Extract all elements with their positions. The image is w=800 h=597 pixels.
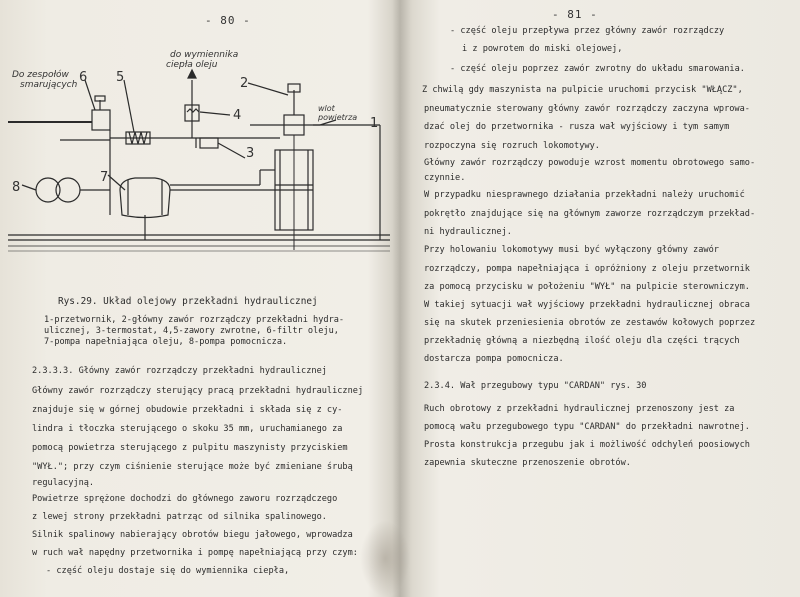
label-zespolow-2: smarujących (20, 80, 78, 90)
left-page (0, 0, 396, 597)
body-line: Główny zawór rozrządczy powoduje wzrost momentu obrotowego samo- (424, 158, 756, 168)
body-line: Powietrze sprężone dochodzi do głównego zaworu rozrządczego (32, 494, 338, 504)
body-line: - część oleju poprzez zawór zwrotny do układu smarowania. (450, 64, 745, 74)
right-page (402, 0, 800, 597)
body-line: W przypadku niesprawnego działania przekładni należy uruchomić (424, 190, 745, 200)
legend-line: 1-przetwornik, 2-główny zawór rozrządczy przekładni hydra- (44, 315, 345, 325)
legend-line: ulicznej, 3-termostat, 4,5-zawory zwrotne, 6-filtr oleju, (44, 326, 339, 336)
body-line: rozpoczyna się rozruch lokomotywy. (424, 141, 600, 151)
body-line: pneumatycznie sterowany główny zawór rozrządczy zaczyna wprowa- (424, 104, 750, 114)
body-line: znajduje się w górnej obudowie przekładni i składa się z cy- (32, 405, 343, 415)
section-line: pomocą wału przegubowego typu "CARDAN" do przekładni nawrotnej. (424, 422, 750, 432)
section-line: Ruch obrotowy z przekładni hydraulicznej przenoszony jest za (424, 404, 735, 414)
diagram-number-2: 2 (240, 76, 249, 91)
body-line: Silnik spalinowy nabierający obrotów biegu jałowego, wprowadza (32, 530, 353, 540)
section-heading-left: 2.3.3.3. Główny zawór rozrządczy przekładni hydraulicznej (32, 366, 327, 376)
diagram-number-6: 6 (79, 70, 88, 85)
body-line: "WYŁ."; przy czym ciśnienie sterujące może być zmieniane śrubą (32, 462, 353, 472)
figure-caption: Rys.29. Układ olejowy przekładni hydraulicznej (58, 296, 318, 307)
legend-line: 7-pompa napełniająca oleju, 8-pompa pomocnicza. (44, 337, 288, 347)
diagram-number-8: 8 (12, 180, 21, 195)
diagram-number-1: 1 (370, 116, 379, 131)
body-line: przekładnię główną a niezbędną ilość oleju dla części trących (424, 336, 740, 346)
body-line: czynnie. (424, 173, 466, 183)
page-number-left: - 80 - (205, 14, 251, 27)
body-line: W takiej sytuacji wał wyjściowy przekładni hydraulicznej obraca (424, 300, 750, 310)
label-wymiennika-1: do wymiennika (170, 50, 239, 60)
body-line: regulacyjną. (32, 478, 95, 488)
body-line: ni hydraulicznej. (424, 227, 512, 237)
diagram-number-3: 3 (246, 146, 255, 161)
body-line: i z powrotem do miski olejowej, (462, 44, 623, 54)
label-wymiennika-2: ciepła oleju (166, 60, 218, 70)
body-line: za pomocą przycisku w położeniu "WYŁ" na pulpicie sterowniczym. (424, 282, 750, 292)
diagram-number-7: 7 (100, 170, 109, 185)
body-line: pokrętło znajdujące się na głównym zaworze rozrządczym przekład- (424, 209, 756, 219)
body-line: w ruch wał napędny przetwornika i pompę napełniającą przy czym: (32, 548, 358, 558)
hydraulic-diagram (0, 40, 396, 259)
body-line: rozrządczy, pompa napełniająca i opróżniony z oleju przetwornik (424, 264, 750, 274)
body-line: dostarcza pompa pomocnicza. (424, 354, 564, 364)
body-line: - część oleju przepływa przez główny zawór rozrządczy (450, 26, 725, 36)
section-line: Prosta konstrukcja przegubu jak i możliwość odchyleń poosiowych (424, 440, 750, 450)
body-line: lindra i tłoczka sterującego o skoku 35 mm, uruchamianego za (32, 424, 343, 434)
diagram-number-5: 5 (116, 70, 125, 85)
body-line: Z chwilą gdy maszynista na pulpicie uruchomi przycisk "WŁĄCZ", (422, 85, 743, 95)
body-line: Przy holowaniu lokomotywy musi być wyłączony główny zawór (424, 245, 719, 255)
label-wlot-2: powietrza (318, 113, 358, 122)
diagram-number-4: 4 (233, 108, 242, 123)
body-line: Główny zawór rozrządczy sterujący pracą przekładni hydraulicznej (32, 386, 364, 396)
body-line: dzać olej do przetwornika - rusza wał wyjściowy i tym samym (424, 122, 730, 132)
section-heading-right: 2.3.4. Wał przegubowy typu "CARDAN" rys. 30 (424, 381, 647, 391)
body-line: z lewej strony przekładni patrząc od silnika spalinowego. (32, 512, 327, 522)
body-line: się na skutek przeniesienia obrotów ze zestawów kołowych poprzez (424, 318, 756, 328)
body-line: pomocą powietrza sterującego z pulpitu maszynisty przyciskiem (32, 443, 348, 453)
page-number-right: - 81 - (552, 8, 598, 21)
body-line: - część oleju dostaje się do wymiennika ciepła, (46, 566, 290, 576)
section-line: zapewnia skuteczne przenoszenie obrotów. (424, 458, 631, 468)
label-zespolow-1: Do zespołów (12, 70, 69, 80)
label-wlot-1: wlot (318, 104, 335, 113)
